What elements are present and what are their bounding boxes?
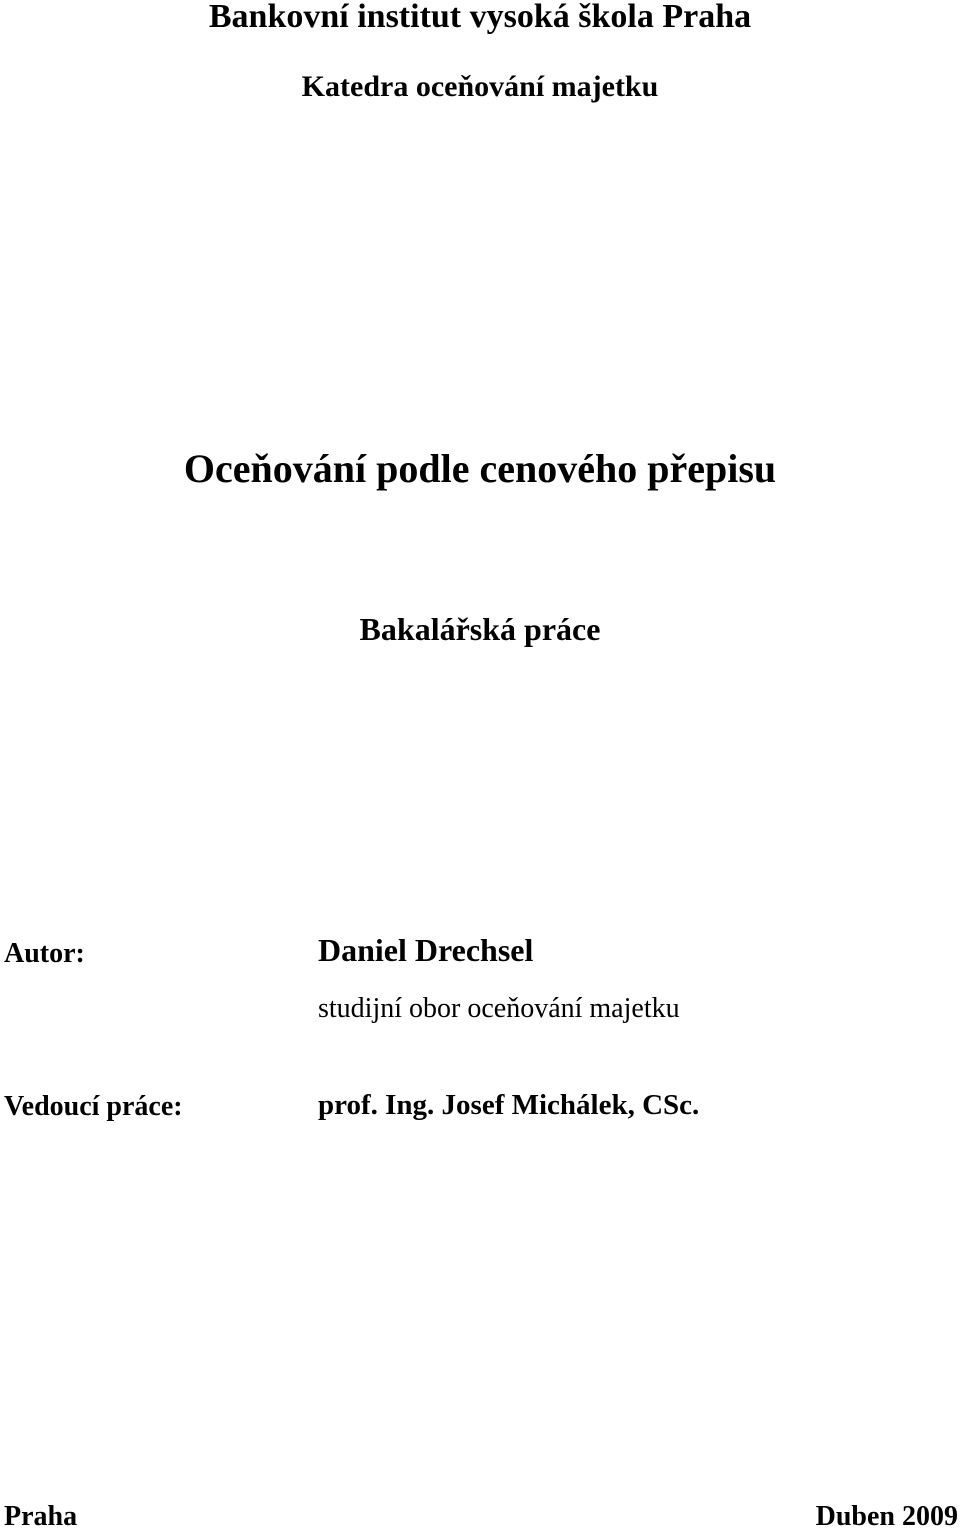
thesis-type: Bakalářská práce bbox=[359, 611, 601, 647]
study-field: studijní obor oceňování majetku bbox=[318, 993, 680, 1024]
supervisor-label: Vedoucí práce: bbox=[4, 1091, 183, 1122]
supervisor-name: prof. Ing. Josef Michálek, CSc. bbox=[318, 1089, 700, 1121]
footer-place: Praha bbox=[4, 1501, 78, 1532]
author-name: Daniel Drechsel bbox=[318, 932, 534, 968]
department-name: Katedra oceňování majetku bbox=[301, 70, 659, 103]
thesis-title: Oceňování podle cenového přepisu bbox=[183, 446, 777, 491]
footer-date: Duben 2009 bbox=[815, 1501, 958, 1532]
author-label: Autor: bbox=[4, 938, 85, 969]
institution-name: Bankovní institut vysoká škola Praha bbox=[208, 0, 752, 35]
